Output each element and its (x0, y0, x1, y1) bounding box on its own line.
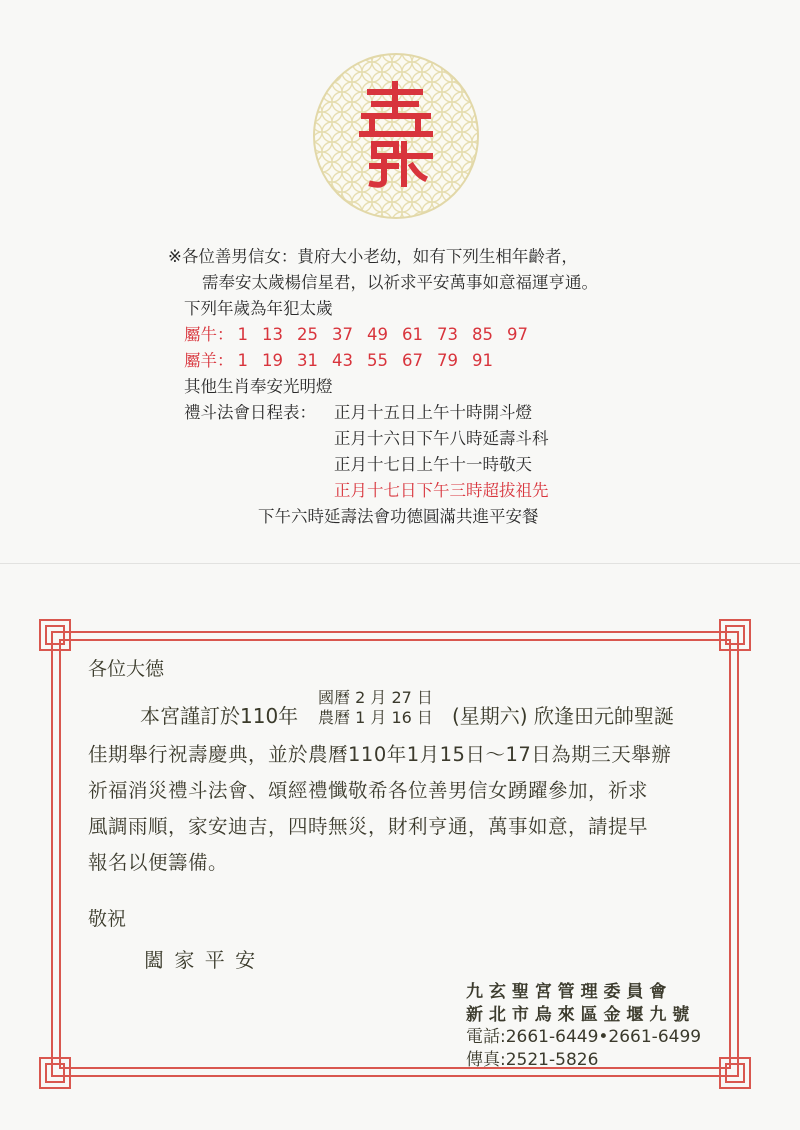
longevity-seal-icon (312, 52, 480, 220)
age-value: 73 (437, 325, 458, 344)
body-line: 風調雨順，家安迪吉，四時無災，財利亨通，萬事如意，請提早 (88, 815, 649, 838)
age-value: 97 (507, 325, 528, 344)
body-line: 佳期舉行祝壽慶典，並於農曆110年1月15日～17日為期三天舉辦 (88, 743, 672, 766)
ox-ages-row (184, 322, 542, 348)
organization-name: 九 玄 聖 宮 管 理 委 員 會 (466, 982, 667, 1002)
schedule-label: 禮斗法會日程表： (184, 403, 316, 422)
schedule-item-highlight: 正月十七日下午三時超拔祖先 (334, 481, 549, 500)
blessing: 闔 家 平 安 (144, 948, 258, 972)
goat-ages-row (184, 348, 507, 374)
fax: 傳真:2521-5826 (466, 1050, 599, 1070)
body-line: 祈福消災禮斗法會、頌經禮懺敬希各位善男信女踴躍參加，祈求 (88, 779, 649, 802)
schedule-item: 正月十七日上午十一時敬天 (334, 455, 532, 474)
ox-label: 屬牛： (184, 325, 234, 344)
age-value: 79 (437, 351, 458, 370)
schedule-item: 正月十五日上午十時開斗燈 (334, 403, 532, 422)
phone: 電話:2661-6449•2661-6499 (466, 1027, 702, 1047)
age-value: 49 (367, 325, 388, 344)
date-stack (318, 688, 433, 728)
notice-line-2: 需奉安太歲楊信星君，以祈求平安萬事如意福運亨通。 (202, 273, 598, 292)
notice-closing: 下午六時延壽法會功德圓滿共進平安餐 (258, 507, 539, 526)
regards: 敬祝 (88, 908, 127, 930)
age-value: 31 (297, 351, 318, 370)
letter-intro: 本宮謹訂於110年 (140, 704, 299, 728)
salutation: 各位大德 (88, 658, 165, 680)
age-value: 1 (237, 325, 248, 344)
age-value: 1 (237, 351, 248, 370)
goat-label: 屬羊： (184, 351, 234, 370)
age-value: 91 (472, 351, 493, 370)
date-lunar: 農曆 1 月 16 日 (318, 708, 433, 727)
notice-line-6: 其他生肖奉安光明燈 (184, 377, 333, 396)
age-value: 61 (402, 325, 423, 344)
age-value: 13 (262, 325, 283, 344)
body-line: 報名以便籌備。 (88, 851, 229, 874)
age-value: 55 (367, 351, 388, 370)
age-value: 67 (402, 351, 423, 370)
date-gregorian: 國曆 2 月 27 日 (318, 688, 433, 707)
paper-fold-line (0, 563, 800, 564)
notice-line-1: ※各位善男信女：貴府大小老幼，如有下列生相年齡者， (168, 247, 578, 266)
age-value: 25 (297, 325, 318, 344)
age-value: 43 (332, 351, 353, 370)
address: 新 北 市 烏 來 區 金 堰 九 號 (466, 1005, 690, 1025)
age-value: 19 (262, 351, 283, 370)
notice-line-3: 下列年歲為年犯太歲 (184, 299, 333, 318)
weekday-event: (星期六) 欣逢田元帥聖誕 (452, 704, 674, 728)
age-value: 37 (332, 325, 353, 344)
age-value: 85 (472, 325, 493, 344)
schedule-item: 正月十六日下午八時延壽斗科 (334, 429, 549, 448)
